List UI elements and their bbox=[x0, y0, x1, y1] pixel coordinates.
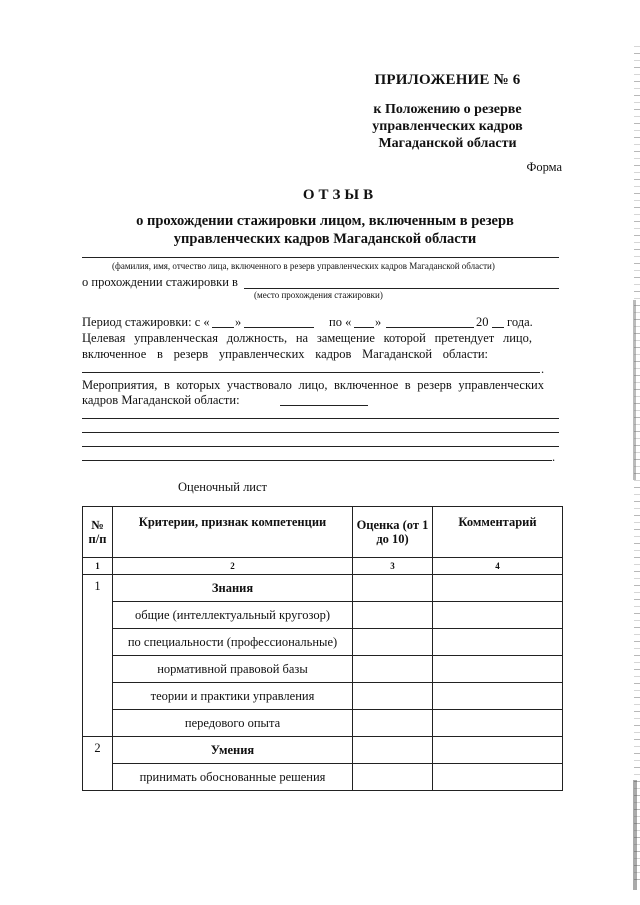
form-label: Форма bbox=[526, 160, 562, 174]
table-row bbox=[83, 764, 563, 791]
events-line bbox=[82, 432, 559, 433]
events-line bbox=[82, 418, 559, 419]
table-row bbox=[83, 602, 563, 629]
target-position-line1: Целевая управленческая должность, на замещение которой претендует лицо, bbox=[82, 331, 532, 345]
score-cell[interactable] bbox=[353, 710, 433, 737]
end-dot: . bbox=[552, 450, 556, 464]
period-end-month-line bbox=[386, 327, 474, 328]
appendix-line: Магаданской области bbox=[378, 136, 517, 151]
comment-cell[interactable] bbox=[433, 737, 563, 764]
end-dot: . bbox=[541, 362, 545, 376]
table-row bbox=[83, 575, 563, 602]
place-prefix: о прохождении стажировки в bbox=[82, 275, 238, 289]
appendix-line: к Положению о резерве bbox=[373, 102, 522, 117]
score-cell[interactable] bbox=[353, 656, 433, 683]
period-year-line bbox=[492, 327, 504, 328]
criterion-item: принимать обоснованные решения bbox=[113, 764, 353, 791]
score-cell[interactable] bbox=[353, 602, 433, 629]
period-start-day-line bbox=[212, 327, 234, 328]
fio-caption: (фамилия, имя, отчество лица, включенного в резерв управленческих кадров Магаданской области) bbox=[112, 261, 495, 271]
period-year-label: года. bbox=[507, 315, 533, 329]
criterion-item: общие (интеллектуальный кругозор) bbox=[113, 602, 353, 629]
header-number: № п/п bbox=[83, 507, 113, 558]
period-start-month-line bbox=[244, 327, 314, 328]
group-number: 2 bbox=[83, 737, 113, 791]
table-row bbox=[83, 629, 563, 656]
events-line2: кадров Магаданской области: bbox=[82, 393, 240, 407]
column-number: 2 bbox=[113, 558, 353, 575]
score-cell[interactable] bbox=[353, 764, 433, 791]
column-number: 3 bbox=[353, 558, 433, 575]
period-quote: » bbox=[235, 315, 242, 329]
comment-cell[interactable] bbox=[433, 764, 563, 791]
scan-edge-artifact bbox=[633, 780, 637, 890]
comment-cell[interactable] bbox=[433, 656, 563, 683]
comment-cell[interactable] bbox=[433, 575, 563, 602]
document-subtitle: о прохождении стажировки лицом, включенным в резерв управленческих кадров Магаданской области bbox=[136, 213, 514, 247]
period-end-day-line bbox=[354, 327, 374, 328]
group-number: 1 bbox=[83, 575, 113, 737]
period-end-label: по « bbox=[329, 315, 352, 329]
criterion-item: по специальности (профессиональные) bbox=[113, 629, 353, 656]
place-line bbox=[244, 288, 559, 289]
criterion-item: нормативной правовой базы bbox=[113, 656, 353, 683]
appendix-title: ПРИЛОЖЕНИЕ № 6 bbox=[374, 72, 521, 88]
target-position-line2: включенное в резерв управленческих кадров Магаданской области: bbox=[82, 347, 488, 361]
period-start-label: Период стажировки: с « bbox=[82, 315, 210, 329]
events-inline-line bbox=[280, 405, 368, 406]
appendix-header bbox=[330, 72, 565, 152]
score-cell[interactable] bbox=[353, 575, 433, 602]
column-number: 1 bbox=[83, 558, 113, 575]
target-position-line bbox=[82, 372, 540, 373]
comment-cell[interactable] bbox=[433, 629, 563, 656]
comment-cell[interactable] bbox=[433, 710, 563, 737]
table-row bbox=[83, 683, 563, 710]
comment-cell[interactable] bbox=[433, 683, 563, 710]
period-year-prefix: 20 bbox=[476, 315, 489, 329]
place-caption: (место прохождения стажировки) bbox=[254, 290, 383, 300]
score-cell[interactable] bbox=[353, 683, 433, 710]
events-line1: Мероприятия, в которых участвовало лицо, включенное в резерв управленческих bbox=[82, 378, 544, 392]
header-comment: Комментарий bbox=[433, 507, 563, 558]
column-number-row bbox=[83, 558, 563, 575]
period-quote: » bbox=[375, 315, 382, 329]
table-row bbox=[83, 737, 563, 764]
criterion-item: передового опыта bbox=[113, 710, 353, 737]
criterion-item: теории и практики управления bbox=[113, 683, 353, 710]
events-line bbox=[82, 446, 559, 447]
document-title: ОТЗЫВ bbox=[302, 187, 378, 203]
table-row bbox=[83, 656, 563, 683]
table-header-row bbox=[83, 507, 563, 558]
score-cell[interactable] bbox=[353, 629, 433, 656]
column-number: 4 bbox=[433, 558, 563, 575]
group-name: Умения bbox=[113, 737, 353, 764]
sheet-title: Оценочный лист bbox=[178, 480, 268, 494]
header-score: Оценка (от 1 до 10) bbox=[353, 507, 433, 558]
appendix-line: управленческих кадров bbox=[372, 119, 523, 134]
header-criteria: Критерии, признак компетенции bbox=[113, 507, 353, 558]
evaluation-table bbox=[82, 506, 563, 791]
comment-cell[interactable] bbox=[433, 602, 563, 629]
group-name: Знания bbox=[113, 575, 353, 602]
fio-line bbox=[82, 257, 559, 258]
events-line bbox=[82, 460, 552, 461]
scan-edge-artifact bbox=[633, 300, 636, 480]
table-row bbox=[83, 710, 563, 737]
score-cell[interactable] bbox=[353, 737, 433, 764]
